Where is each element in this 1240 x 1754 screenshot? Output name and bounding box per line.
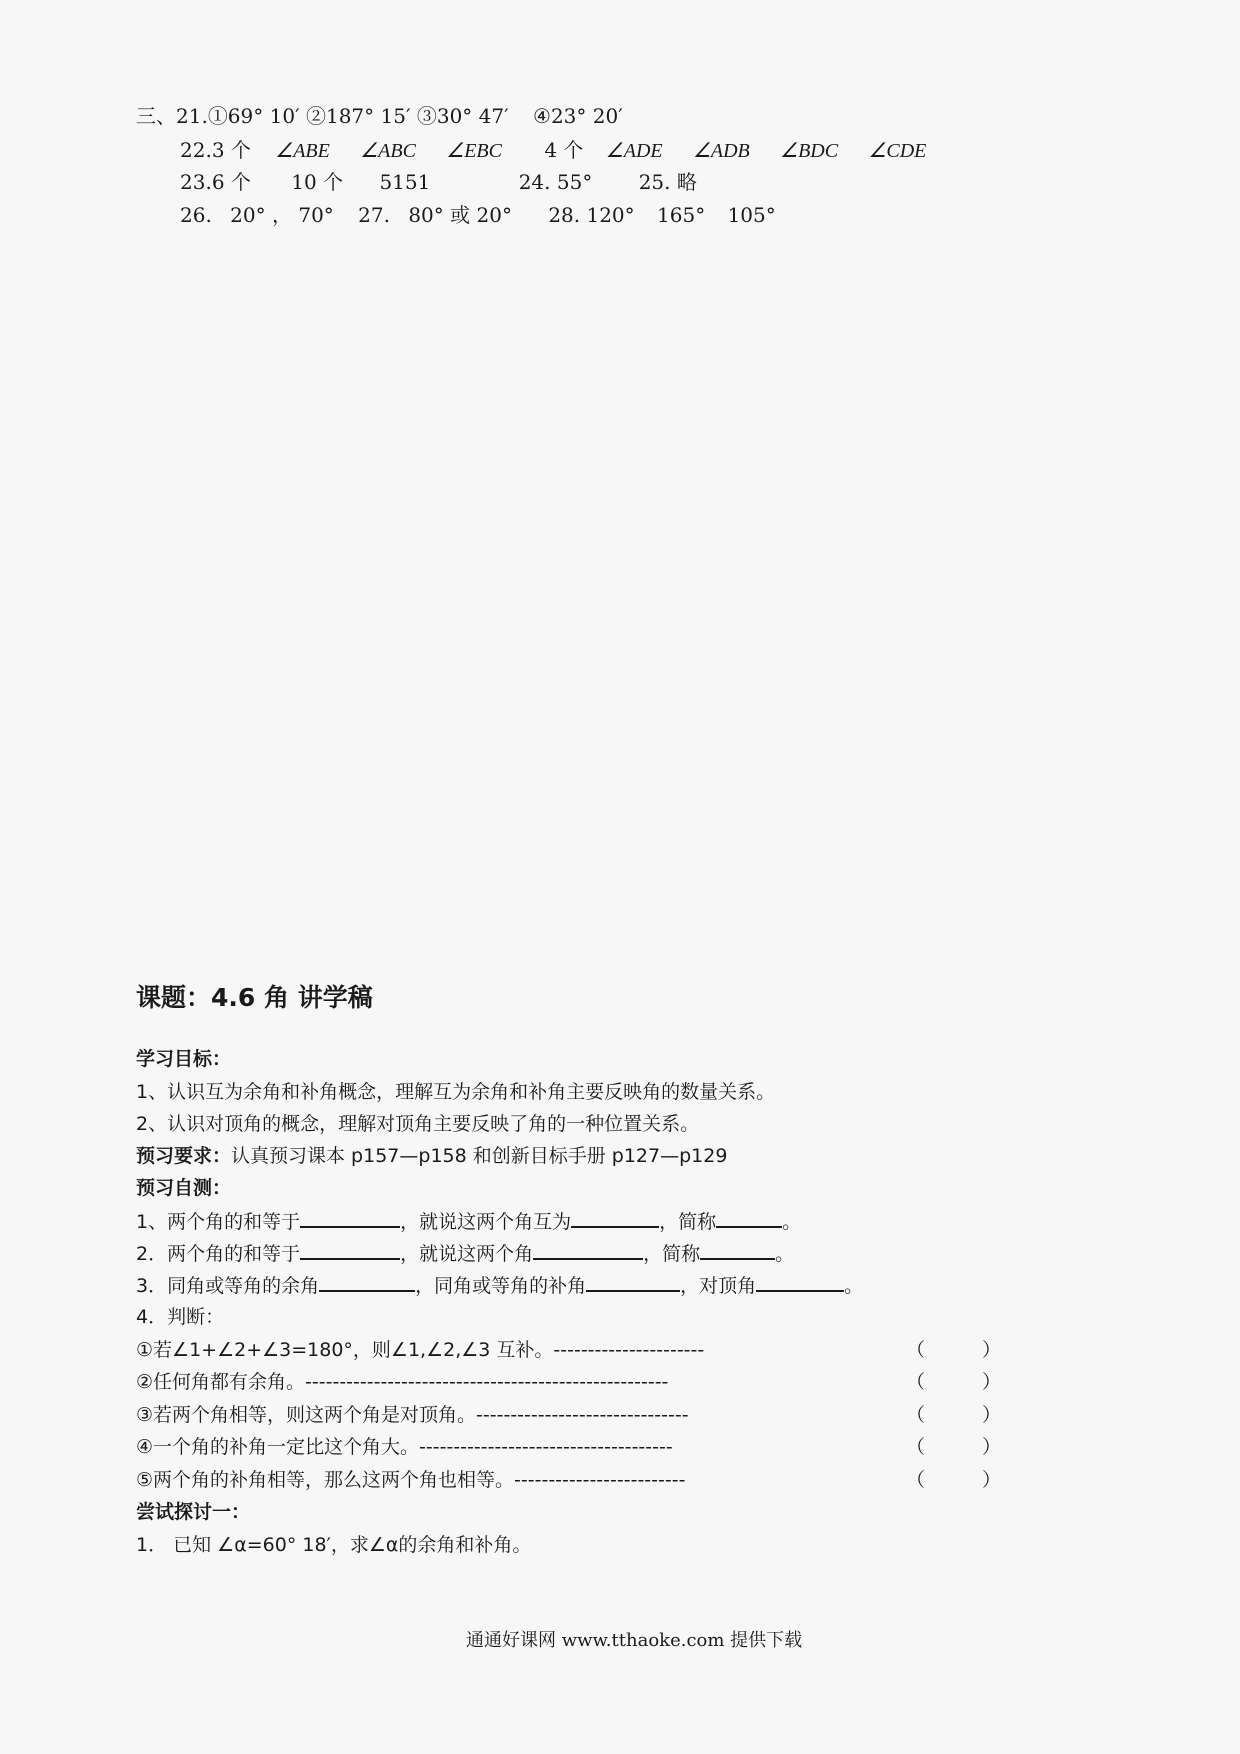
judge-text-1: ①若∠1+∠2+∠3=180°，则∠1,∠2,∠3 互补。---------------------- — [136, 1339, 705, 1361]
answer-22-angle1: ∠ABE — [275, 140, 330, 162]
judge-item-2 — [136, 1369, 1002, 1395]
explore-heading: 尝试探讨一： — [136, 1501, 251, 1523]
q2-part-d: 。 — [775, 1243, 795, 1265]
judge-item-4 — [136, 1434, 1002, 1460]
q1-blank-3[interactable] — [716, 1208, 782, 1228]
q3-part-b: ，同角或等角的补角 — [415, 1275, 587, 1297]
judge-item-3 — [136, 1402, 1002, 1428]
q3-blank-3[interactable] — [756, 1272, 844, 1292]
answer-26-2: 70° — [298, 203, 334, 227]
preview-req-text: 认真预习课本 p157—p158 和创新目标手册 p127—p129 — [231, 1145, 728, 1167]
answer-23-2: 10 个 — [291, 170, 344, 194]
q2-blank-1[interactable] — [300, 1240, 400, 1260]
q3-part-c: ，对顶角 — [680, 1275, 757, 1297]
answer-22-count1: 3 个 — [211, 138, 251, 162]
answer-28-2: 165° — [657, 203, 706, 227]
answer-line-23 — [180, 169, 697, 195]
judge-paren-2[interactable]: （ ） — [906, 1371, 1002, 1393]
judge-paren-5[interactable]: （ ） — [906, 1469, 1002, 1491]
q2-part-b: ，就说这两个角 — [400, 1243, 534, 1265]
explore-question-1: 1． 已知 ∠α=60° 18′，求∠α的余角和补角。 — [136, 1534, 532, 1556]
q1-part-a: 1、两个角的和等于 — [136, 1211, 301, 1233]
judge-text-4: ④一个角的补角一定比这个角大。------------------------------------- — [136, 1436, 673, 1458]
answer-22-angle7: ∠CDE — [868, 140, 927, 162]
answer-line-22 — [180, 137, 926, 164]
q1-part-d: 。 — [782, 1211, 802, 1233]
answer-23-1: 6 个 — [211, 170, 251, 194]
answer-25: 25. 略 — [638, 170, 697, 194]
judge-paren-4[interactable]: （ ） — [906, 1436, 1002, 1458]
self-test-q4: 4．判断： — [136, 1306, 225, 1328]
answer-22-num: 22. — [180, 138, 212, 162]
answer-21-2: ②187° 15′ — [305, 104, 411, 128]
lesson-title: 课题：4.6 角 讲学稿 — [136, 983, 373, 1012]
q3-blank-1[interactable] — [319, 1272, 415, 1292]
q3-part-a: 3．同角或等角的余角 — [136, 1275, 320, 1297]
self-test-q3 — [136, 1272, 863, 1299]
judge-paren-3[interactable]: （ ） — [906, 1404, 1002, 1426]
objective-2: 2、认识对顶角的概念，理解对顶角主要反映了角的一种位置关系。 — [136, 1113, 700, 1135]
answer-21-1: ①69° 10′ — [207, 104, 300, 128]
answer-22-angle3: ∠EBC — [446, 140, 502, 162]
answer-26-sep: ， — [271, 203, 292, 227]
q3-part-d: 。 — [844, 1275, 864, 1297]
q2-part-a: 2．两个角的和等于 — [136, 1243, 301, 1265]
objective-1: 1、认识互为余角和补角概念，理解互为余角和补角主要反映角的数量关系。 — [136, 1081, 776, 1103]
answer-line-26 — [180, 202, 776, 228]
q2-part-c: ，简称 — [643, 1243, 701, 1265]
answer-28-1: 28. 120° — [548, 203, 635, 227]
preview-req-label: 预习要求： — [136, 1145, 232, 1167]
judge-paren-1[interactable]: （ ） — [906, 1339, 1002, 1361]
self-test-q1 — [136, 1208, 801, 1235]
answer-23-num: 23. — [180, 170, 212, 194]
judge-text-2: ②任何角都有余角。----------------------------------------------------- — [136, 1371, 669, 1393]
objectives-heading: 学习目标： — [136, 1048, 232, 1070]
answer-22-angle6: ∠BDC — [780, 140, 839, 162]
self-test-heading: 预习自测： — [136, 1177, 232, 1199]
answer-22-count2: 4 个 — [544, 138, 584, 162]
footer-credit: 通通好课网 www.tthaoke.com 提供下载 — [466, 1630, 803, 1651]
q1-blank-2[interactable] — [571, 1208, 659, 1228]
answer-27-2: 20° — [476, 203, 512, 227]
answer-23-3: 5151 — [379, 170, 431, 194]
q1-part-b: ，就说这两个角互为 — [400, 1211, 572, 1233]
judge-item-5 — [136, 1467, 1002, 1493]
answer-line-21 — [136, 103, 623, 129]
q1-blank-1[interactable] — [300, 1208, 400, 1228]
answer-26-num: 26. — [180, 203, 212, 227]
answer-24: 24. 55° — [518, 170, 593, 194]
judge-item-1 — [136, 1337, 1002, 1363]
answer-21-4: ④23° 20′ — [533, 104, 623, 128]
q1-part-c: ，简称 — [659, 1211, 717, 1233]
answer-27-num: 27. — [358, 203, 390, 227]
q2-blank-2[interactable] — [533, 1240, 643, 1260]
answer-27-1: 80° — [408, 203, 444, 227]
q3-blank-2[interactable] — [586, 1272, 680, 1292]
preview-requirement — [136, 1143, 727, 1169]
answer-prefix: 三、21. — [136, 104, 208, 128]
answer-22-angle4: ∠ADE — [605, 140, 663, 162]
judge-text-5: ⑤两个角的补角相等，那么这两个角也相等。------------------------- — [136, 1469, 686, 1491]
answer-27-or: 或 — [450, 203, 471, 227]
answer-26-1: 20° — [230, 203, 266, 227]
answer-22-angle2: ∠ABC — [360, 140, 416, 162]
q2-blank-3[interactable] — [700, 1240, 775, 1260]
self-test-q2 — [136, 1240, 794, 1267]
answer-21-3: ③30° 47′ — [416, 104, 509, 128]
answer-28-3: 105° — [727, 203, 776, 227]
judge-text-3: ③若两个角相等，则这两个角是对顶角。------------------------------- — [136, 1404, 689, 1426]
answer-22-angle5: ∠ADB — [692, 140, 750, 162]
